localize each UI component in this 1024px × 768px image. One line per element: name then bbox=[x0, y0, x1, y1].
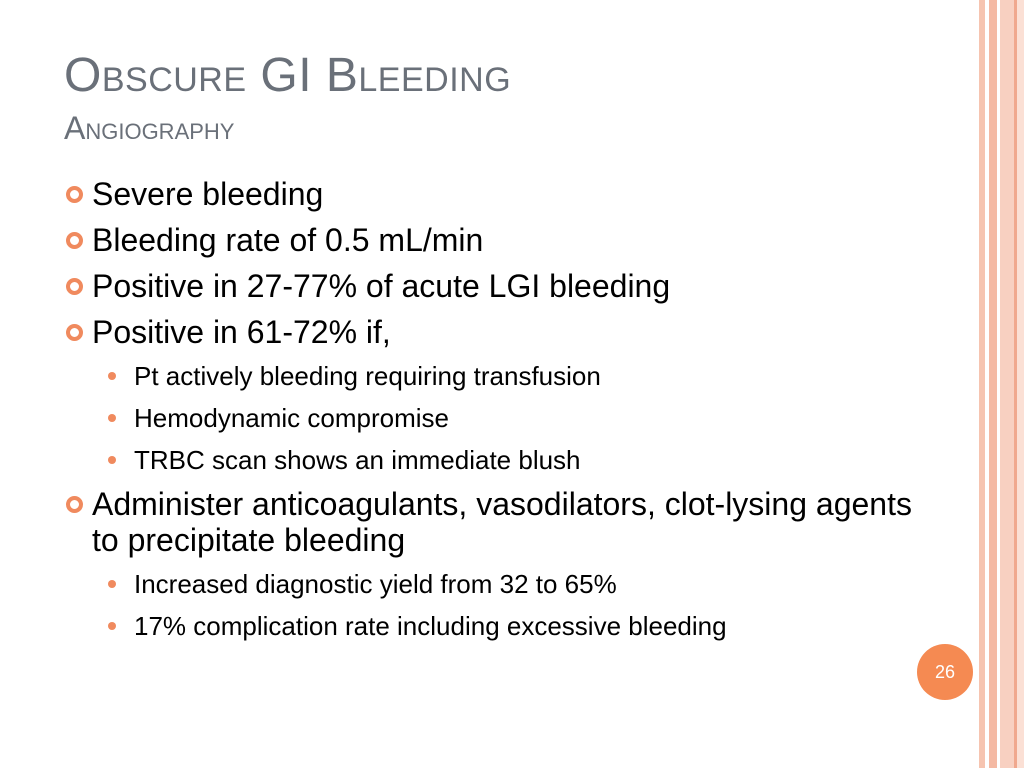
dot-bullet-icon bbox=[108, 456, 116, 464]
decorative-stripe bbox=[1017, 0, 1024, 768]
sub-bullet-item bbox=[64, 610, 944, 642]
sub-bullet-text: Pt actively bleeding requiring transfusion bbox=[134, 361, 601, 391]
sub-bullet-text: TRBC scan shows an immediate blush bbox=[134, 445, 581, 475]
dot-bullet-icon bbox=[108, 372, 116, 380]
slide-subtitle: Angiography bbox=[64, 110, 235, 146]
decorative-stripe bbox=[989, 0, 997, 768]
sub-bullet-text: Hemodynamic compromise bbox=[134, 403, 449, 433]
bullet-text: Positive in 61-72% if, bbox=[92, 314, 391, 350]
sub-bullet-text: 17% complication rate including excessive bleeding bbox=[134, 611, 727, 641]
circle-bullet-icon bbox=[66, 324, 83, 341]
bullet-text: Bleeding rate of 0.5 mL/min bbox=[92, 222, 484, 258]
bullet-item bbox=[64, 176, 944, 212]
slide-title: Obscure GI Bleeding bbox=[64, 49, 512, 102]
circle-bullet-icon bbox=[66, 496, 83, 513]
sub-bullet-item bbox=[64, 444, 944, 476]
page-number-badge: 26 bbox=[917, 644, 973, 700]
decorative-stripe bbox=[1000, 0, 1014, 768]
bullet-item bbox=[64, 486, 944, 558]
sub-bullet-item bbox=[64, 568, 944, 600]
bullet-item bbox=[64, 314, 944, 350]
bullet-item bbox=[64, 222, 944, 258]
circle-bullet-icon bbox=[66, 232, 83, 249]
sub-bullet-item bbox=[64, 402, 944, 434]
bullet-text: Administer anticoagulants, vasodilators, clot-lysing agents to precipitate bleeding bbox=[92, 486, 912, 558]
bullet-text: Severe bleeding bbox=[92, 176, 324, 212]
bullet-text: Positive in 27-77% of acute LGI bleeding bbox=[92, 268, 671, 304]
dot-bullet-icon bbox=[108, 580, 116, 588]
bullet-item bbox=[64, 268, 944, 304]
circle-bullet-icon bbox=[66, 278, 83, 295]
sub-bullet-text: Increased diagnostic yield from 32 to 65% bbox=[134, 569, 617, 599]
bullet-list bbox=[64, 176, 944, 652]
sub-bullet-item bbox=[64, 360, 944, 392]
dot-bullet-icon bbox=[108, 414, 116, 422]
circle-bullet-icon bbox=[66, 186, 83, 203]
dot-bullet-icon bbox=[108, 622, 116, 630]
